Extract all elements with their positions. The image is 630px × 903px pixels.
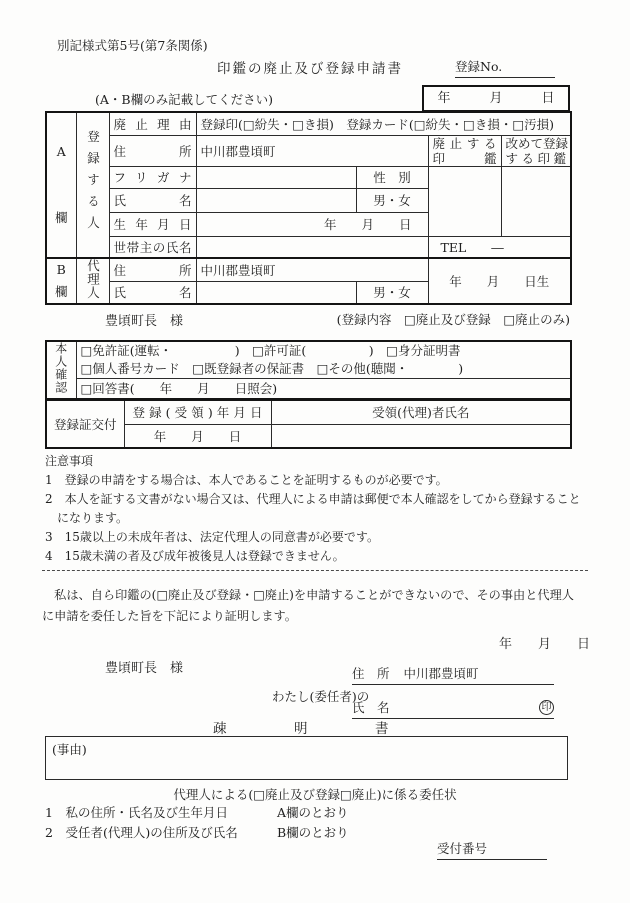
identity-check-table	[45, 340, 572, 400]
birth-field: 年 月 日	[196, 212, 428, 236]
proxy-mayor-addressee: 豊頃町長 様	[105, 661, 184, 676]
sex-options-a: 男・女	[356, 188, 428, 212]
delegator-address-value: 中川郡豊頃町	[403, 666, 479, 681]
note-line: 4 15歳未満の者及び成年被後見人は登録できません。	[45, 549, 345, 563]
furigana-label: フリガナ	[109, 166, 196, 188]
cancel-stamp-area	[428, 166, 501, 236]
delegator-name-label: 氏 名	[352, 700, 390, 715]
delegator-address-line	[352, 664, 554, 685]
notes-title: 注意事項	[45, 454, 94, 468]
somei-title: 疎 明 書	[213, 721, 389, 737]
household-head-label: 世帯主の氏名	[109, 236, 196, 258]
name-field-a	[196, 188, 356, 212]
notes-section	[45, 452, 590, 566]
registration-no-field: 登録No.	[455, 57, 555, 78]
reason-label: 廃止理由	[109, 112, 196, 135]
registration-content-note: (登録内容 □廃止及び登録 □廃止のみ)	[336, 312, 570, 327]
power-item-2-ref: B欄のとおり	[277, 825, 349, 840]
form-code: 別記様式第5号(第7条関係)	[57, 38, 208, 53]
new-stamp-area	[501, 166, 571, 236]
address-label-a: 住所	[109, 135, 196, 166]
sex-options-b: 男・女	[356, 281, 428, 304]
name-label-b: 氏名	[109, 281, 196, 304]
identity-doc-checkboxes: □免許証(運転・ ) □許可証( ) □身分証明書 □個人番号カード □既登録者の保証書 □その他(聴聞・ )	[76, 341, 571, 379]
household-head-field	[196, 236, 428, 258]
reason-checkboxes: 登録印(□紛失・□き損) 登録カード(□紛失・□き損・□汚損)	[196, 112, 571, 135]
power-item-1: 1 私の住所・氏名及び生年月日 A欄のとおり	[45, 805, 349, 820]
receipt-number-field: 受付番号	[437, 839, 547, 860]
note-line: 3 15歳以上の未成年者は、法定代理人の同意書が必要です。	[45, 530, 379, 544]
reply-doc-checkbox: □回答書( 年 月 日照会)	[76, 379, 571, 399]
note-line: 1 登録の申請をする場合は、本人であることを証明するものが必要です。	[45, 473, 448, 487]
agent-birth-field: 年 月 日生	[428, 258, 571, 304]
proxy-statement: 私は、自ら印鑑の(□廃止及び登録・□廃止)を申請することができないので、その事由と代理人 に申請を委任した旨を下記により証明します。	[42, 588, 574, 623]
address-value-b: 中川郡豊頃町	[196, 258, 428, 281]
recipient-name-field	[271, 424, 571, 448]
receipt-date-header: 登録(受領)年月日	[124, 400, 271, 424]
section-b-table	[45, 257, 572, 305]
reason-box-label: (事由)	[52, 742, 87, 757]
delegator-address-label: 住 所	[352, 666, 390, 681]
address-value-a: 中川郡豊頃町	[196, 135, 428, 166]
proxy-date-line: 年 月 日	[498, 637, 590, 652]
certificate-issue-table	[45, 399, 572, 449]
furigana-field	[196, 166, 356, 188]
section-a-table	[45, 111, 572, 259]
delegator-label: わたし(委任者)の	[272, 689, 370, 704]
reason-box	[45, 736, 568, 780]
new-stamp-header: 改めて登録 する印鑑	[501, 135, 571, 166]
recipient-name-header: 受領(代理)者氏名	[271, 400, 571, 424]
section-b-band	[46, 258, 76, 304]
fill-instruction: (A・B欄のみ記載してください)	[95, 92, 273, 107]
section-a-letter: A	[56, 143, 66, 159]
agent-band	[76, 258, 109, 304]
page-title: 印鑑の廃止及び登録申請書	[217, 61, 403, 77]
registrant-band	[76, 112, 109, 258]
registrant-label: 登録する人	[85, 129, 101, 238]
birth-label: 生年月日	[109, 212, 196, 236]
seal-mark-icon: 印	[539, 700, 554, 715]
name-label-a: 氏名	[109, 188, 196, 212]
agent-label: 代理人	[85, 259, 101, 300]
cut-dashed-line	[42, 570, 588, 571]
identity-check-label: 本人確認	[53, 342, 68, 395]
note-line: 2 本人を証する文書がない場合又は、代理人による申請は郵便で本人確認をしてから登録すること	[45, 492, 581, 506]
power-item-2: 2 受任者(代理人)の住所及び氏名 B欄のとおり	[45, 825, 349, 840]
delegator-name-line	[352, 698, 554, 719]
section-b-kanji: 欄	[54, 283, 68, 299]
tel-field: TEL ―	[428, 236, 571, 258]
section-b-letter: B	[56, 262, 66, 278]
identity-check-band	[46, 341, 76, 399]
note-line: になります。	[45, 511, 129, 525]
power-of-attorney-title: 代理人による(□廃止及び登録□廃止)に係る委任状	[173, 787, 457, 802]
sex-label: 性 別	[356, 166, 428, 188]
power-item-1-ref: A欄のとおり	[277, 805, 349, 820]
mayor-addressee: 豊頃町長 様	[105, 314, 184, 329]
section-a-band	[46, 112, 76, 258]
name-field-b	[196, 281, 356, 304]
address-label-b: 住所	[109, 258, 196, 281]
certificate-issue-label: 登録証交付	[46, 400, 124, 448]
section-a-kanji: 欄	[54, 210, 68, 226]
application-date-box: 年 月 日	[422, 85, 570, 112]
receipt-date-field: 年 月 日	[124, 424, 271, 448]
cancel-stamp-header: 廃止する 印鑑	[428, 135, 501, 166]
